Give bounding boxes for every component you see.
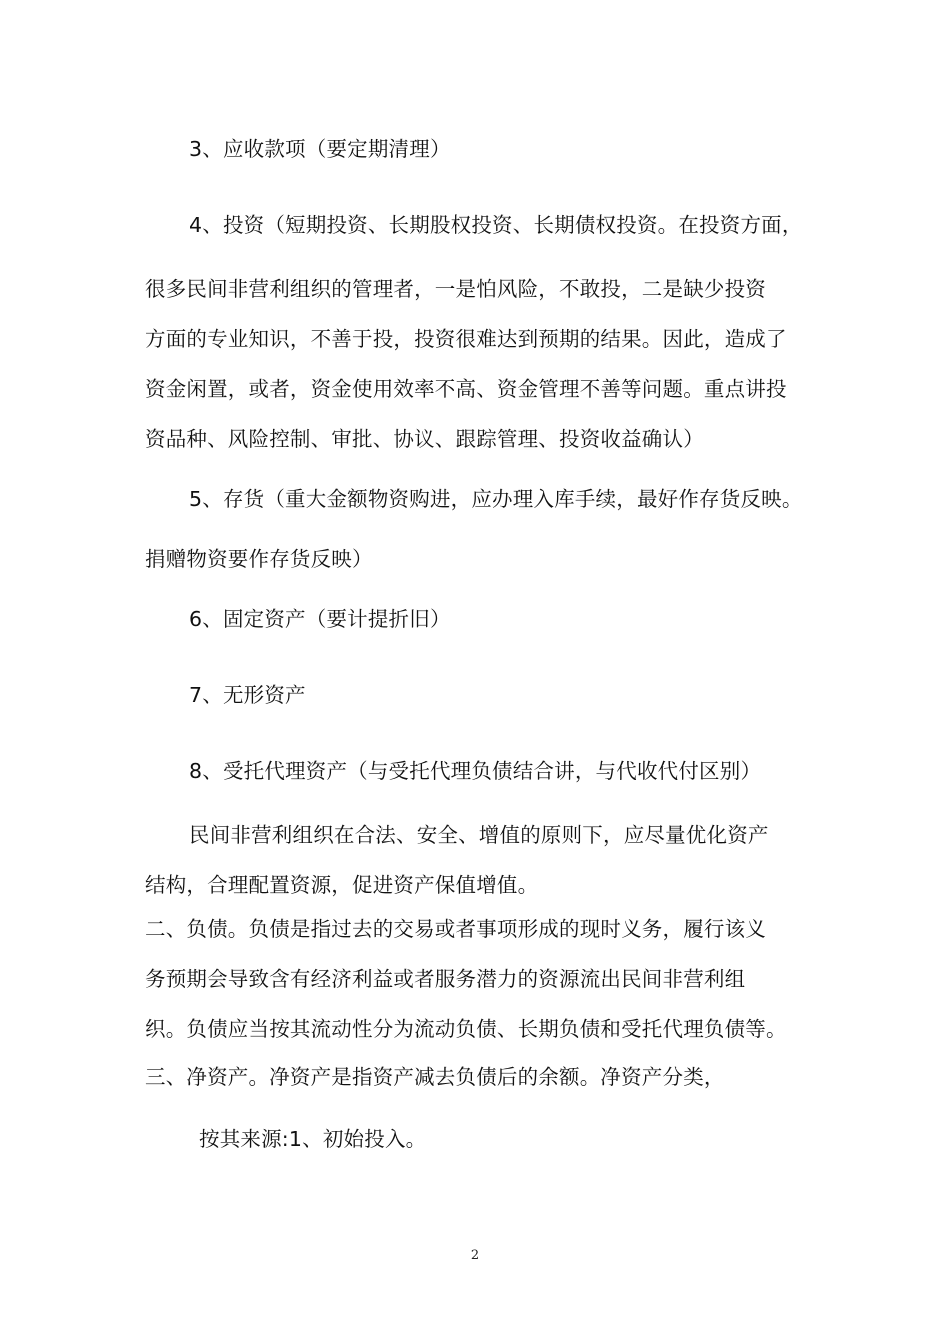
item-3-receivables: 3、应收款项（要定期清理）: [189, 137, 451, 161]
asset-principle-line-2: 结构，合理配置资源，促进资产保值增值。: [145, 873, 539, 897]
item-6-fixed-assets: 6、固定资产（要计提折旧）: [189, 607, 451, 631]
page-number: 2: [470, 1248, 480, 1263]
item-8-trust-assets: 8、受托代理资产（与受托代理负债结合讲，与代收代付区别）: [189, 759, 762, 783]
item-4-investment-line-2: 很多民间非营利组织的管理者，一是怕风险，不敢投，二是缺少投资: [145, 277, 766, 301]
net-assets-source: 按其来源:1、初始投入。: [199, 1127, 427, 1151]
section-2-liabilities-line-1: 二、负债。负债是指过去的交易或者事项形成的现时义务，履行该义: [145, 917, 766, 941]
section-3-net-assets: 三、净资产。净资产是指资产减去负债后的余额。净资产分类，: [145, 1065, 725, 1089]
item-7-intangible-assets: 7、无形资产: [189, 683, 306, 707]
item-4-investment-line-5: 资品种、风险控制、审批、协议、跟踪管理、投资收益确认）: [145, 427, 704, 451]
item-5-inventory-line-1: 5、存货（重大金额物资购进，应办理入库手续，最好作存货反映。: [189, 487, 803, 511]
asset-principle-line-1: 民间非营利组织在合法、安全、增值的原则下，应尽量优化资产: [189, 823, 769, 847]
item-4-investment-line-1: 4、投资（短期投资、长期股权投资、长期债权投资。在投资方面，: [189, 213, 803, 237]
item-4-investment-line-3: 方面的专业知识，不善于投，投资很难达到预期的结果。因此，造成了: [145, 327, 787, 351]
section-2-liabilities-line-2: 务预期会导致含有经济利益或者服务潜力的资源流出民间非营利组: [145, 967, 746, 991]
section-2-liabilities-line-3: 织。负债应当按其流动性分为流动负债、长期负债和受托代理负债等。: [145, 1017, 787, 1041]
item-5-inventory-line-2: 捐赠物资要作存货反映）: [145, 547, 373, 571]
item-4-investment-line-4: 资金闲置，或者，资金使用效率不高、资金管理不善等问题。重点讲投: [145, 377, 787, 401]
